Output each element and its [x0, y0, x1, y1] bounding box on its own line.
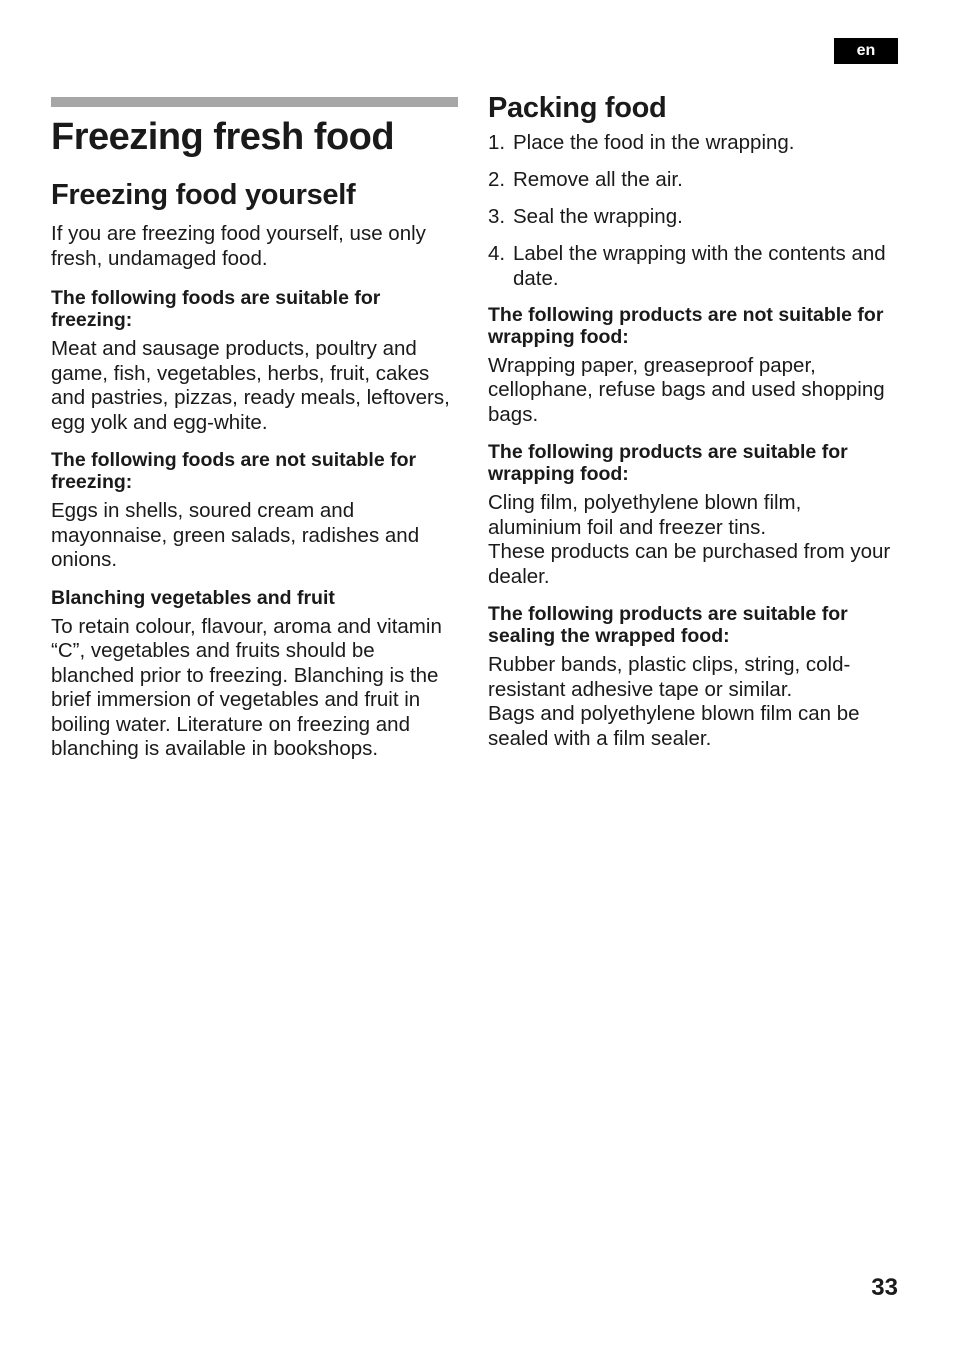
list-item — [488, 131, 898, 156]
list-item — [488, 242, 898, 291]
language-badge: en — [834, 38, 898, 64]
step-text: Label the wrapping with the contents and date. — [513, 242, 886, 290]
page-title: Freezing fresh food — [51, 116, 395, 158]
not-suitable-products-heading: The following products are not suitable for wrapping food: — [488, 303, 884, 348]
step-number: 4. — [488, 242, 506, 266]
blanching-heading: Blanching vegetables and fruit — [51, 586, 335, 609]
list-item — [488, 168, 898, 193]
packing-steps-list — [488, 131, 898, 291]
step-text: Place the food in the wrapping. — [513, 131, 795, 155]
blanching-block — [51, 587, 461, 762]
sealing-products-text: Rubber bands, plastic clips, string, cold-resistant adhesive tape or similar. — [488, 653, 851, 701]
suitable-products-heading: The following products are suitable for wrapping food: — [488, 441, 848, 486]
blanching-text: To retain colour, flavour, aroma and vitamin “C”, vegetables and fruits should be blanched prior to freezing. Blanching is the brief immersion of vegetables and fruit in boiling water. Literature on freezing and blanching is available in bookshops. — [51, 614, 442, 761]
step-text: Seal the wrapping. — [513, 205, 683, 229]
not-suitable-products-block — [488, 304, 898, 428]
intro-text: If you are freezing food yourself, use only fresh, undamaged food. — [51, 222, 426, 270]
list-item — [488, 205, 898, 230]
page-number: 33 — [871, 1274, 898, 1301]
not-suitable-foods-heading: The following foods are not suitable for freezing: — [51, 449, 417, 494]
section-title-packing-food: Packing food — [488, 92, 667, 124]
step-text: Remove all the air. — [513, 168, 683, 192]
section-title-freezing-yourself: Freezing food yourself — [51, 178, 356, 211]
suitable-products-text: Cling film, polyethylene blown film, aluminium foil and freezer tins. — [488, 491, 802, 539]
dealer-text: These products can be purchased from your dealer. — [488, 540, 891, 588]
sealing-products-block — [488, 603, 898, 751]
not-suitable-foods-block — [51, 449, 461, 573]
step-number: 2. — [488, 168, 506, 192]
not-suitable-foods-text: Eggs in shells, soured cream and mayonnaise, green salads, radishes and onions. — [51, 499, 420, 572]
suitable-foods-heading: The following foods are suitable for freezing: — [51, 287, 381, 332]
right-column — [488, 92, 898, 765]
title-rule — [51, 97, 458, 107]
film-sealer-text: Bags and polyethylene blown film can be sealed with a film sealer. — [488, 702, 860, 750]
left-column — [51, 97, 461, 776]
suitable-foods-block — [51, 287, 461, 435]
suitable-products-block — [488, 441, 898, 589]
step-number: 3. — [488, 205, 506, 229]
not-suitable-products-text: Wrapping paper, greaseproof paper, cellophane, refuse bags and used shopping bags. — [488, 353, 885, 426]
step-number: 1. — [488, 131, 506, 155]
suitable-foods-text: Meat and sausage products, poultry and game, fish, vegetables, herbs, fruit, cakes and pastries, pizzas, ready meals, leftovers, egg yolk and egg-white. — [51, 337, 450, 434]
sealing-products-heading: The following products are suitable for sealing the wrapped food: — [488, 603, 848, 648]
